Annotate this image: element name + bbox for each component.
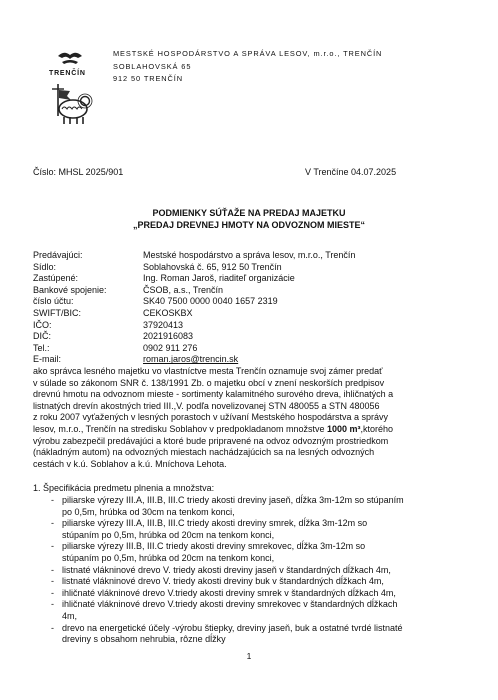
document-title: PODMIENKY SÚŤAŽE NA PREDAJ MAJETKU: [152, 208, 346, 218]
detail-value: 37920413: [143, 319, 184, 330]
detail-value: Soblahovská č. 65, 912 50 Trenčín: [143, 261, 282, 272]
email-link[interactable]: roman.jaros@trencin.sk: [143, 354, 239, 365]
list-item-text: ihličnaté vlákninové drevo V.triedy akosti dreviny smrekovec v štandardných dĺžkach: [62, 599, 398, 610]
paragraph-line: výrobu zabezpečil predávajúci a ktoré bude pripravené na odvoz odvozným prostriedkom: [33, 435, 389, 446]
list-item-text: listnaté vlákninové drevo V. triedy akosti dreviny buk v štandardných dĺžkach 4m,: [62, 576, 384, 587]
address-street: SOBLAHOVSKÁ 65: [113, 62, 192, 71]
detail-key: SWIFT/BIC:: [33, 308, 81, 318]
paragraph-text: lesov, m.r.o., Trenčín na stredisku Soblahov v predpokladanom množstve: [33, 423, 325, 434]
logo: [40, 42, 100, 132]
list-item-text: piliarske výrezy III.B, III.C triedy akosti dreviny smrekovec, dĺžka 3m-12m so: [62, 541, 366, 552]
paragraph-line: ako správca lesného majetku vo vlastníctve mesta Trenčín oznamuje svoj zámer predať: [33, 366, 383, 376]
detail-key: Predávajúci:: [33, 250, 83, 260]
detail-value: Mestské hospodárstvo a správa lesov, m.r.o., Trenčín: [143, 250, 356, 260]
document-subtitle: „PREDAJ DREVNEJ HMOTY NA ODVOZNOM MIESTE“: [132, 220, 366, 230]
list-item-text: piliarske výrezy III.A, III.B, III.C triedy akosti dreviny smrek, dĺžka 3m-12m so: [62, 518, 368, 529]
detail-value: ČSOB, a.s., Trenčín: [143, 284, 224, 295]
paragraph-line: [33, 424, 473, 436]
detail-key: číslo účtu:: [33, 296, 74, 307]
address-city: 912 50 TRENČÍN: [113, 74, 183, 83]
specification-list: - piliarske výrezy III.A, III.B, III.C triedy akosti dreviny jaseň, dĺžka 3m-12m so stúpaním po 0,5m, hrúbka od 30cm na tenkom konci, - piliarske výrezy III.A, III.B, III.C triedy akosti dreviny smrek, dĺžka 3m-12m so stúpaním po 0,5m, hrúbka od 20cm na tenkom konci, - piliarske výrezy III.B, III.C triedy akosti dreviny smrekovec, dĺžka 3m-12m so stúpaním po 0,5m, hrúbka od 20cm na tenkom konci, - listnaté vlákninové drevo V. triedy akosti dreviny jaseň v štandardných dĺžkach 4m, - listnaté vlákninové drevo V. triedy akosti dreviny buk v štandardných dĺžkach 4m, - ihličnaté vlákninové drevo V.triedy akosti dreviny smrek v štandardných dĺžkach 4m, - ihličnaté vlákninové drevo V.triedy akosti dreviny smrekovec v štandardných dĺžkach 4m, - drevo na energetické účely -výrobu štiepky, dreviny jaseň, buk a ostatné tvrdé listnaté dreviny s obsahom nehrubia, rôzne dĺžky: [51, 495, 404, 645]
page-number: 1: [246, 651, 252, 661]
organization-name: MESTSKÉ HOSPODÁRSTVO A SPRÁVA LESOV, m.r.o., TRENČÍN: [113, 49, 383, 58]
list-item-text: stúpaním po 0,5m, hrúbka od 20cm na tenkom konci,: [62, 553, 275, 563]
list-item-text: drevo na energetické účely -výrobu štiepky, dreviny jaseň, buk a ostatné tvrdé listnaté: [62, 622, 403, 633]
list-item-text: ihličnaté vlákninové drevo V.triedy akosti dreviny smrek v štandardných dĺžkach 4m,: [62, 587, 396, 598]
paragraph-line: drevnú hmotu na odvoznom mieste - sortimenty kalamitného surového dreva, ihličnatých a: [33, 389, 394, 400]
paragraph-line: (nákladným autom) na odvozných miestach nachádzajúcich sa na lesných odvozných: [33, 447, 375, 458]
document-number: Číslo: MHSL 2025/901: [33, 167, 124, 177]
list-item-text: po 0,5m, hrúbka od 30cm na tenkom konci,: [62, 506, 235, 517]
detail-key: Sídlo:: [33, 261, 57, 272]
paragraph-line: z roku 2007 vyťažených v lesných porastoch v užívaní Mestského hospodárstva a správy: [33, 412, 389, 423]
list-item-text: 4m,: [62, 611, 78, 621]
detail-value: Ing. Roman Jaroš, riaditeľ organizácie: [143, 273, 295, 284]
detail-key: Zastúpené:: [33, 273, 79, 284]
detail-value: SK40 7500 0000 0040 1657 2319: [143, 296, 278, 307]
paragraph-line: v súlade so zákonom SNR č. 138/1991 Zb. o majetku obcí v znení neskorších predpisov: [33, 377, 385, 388]
paragraph-text: ,ktorého: [360, 423, 394, 434]
paragraph-line: listnatých drevín akostných tried III.,V. podľa novelizovanej STN 480055 a STN 480056: [33, 400, 380, 411]
paragraph-line: cestách v k.ú. Soblahov a k.ú. Mníchova Lehota.: [33, 458, 227, 469]
list-item-text: dreviny s obsahom nehrubia, rôzne dĺžky: [62, 634, 226, 645]
document-date: V Trenčíne 04.07.2025: [305, 167, 397, 177]
logo-city-name: TRENČÍN: [49, 70, 86, 77]
quantity-highlight: 1000 m³: [327, 423, 361, 434]
detail-value: CEKOSKBX: [143, 308, 193, 318]
organization-address: [113, 61, 191, 85]
detail-key: IČO:: [33, 319, 52, 330]
detail-key: DIČ:: [33, 331, 51, 342]
detail-key: E-mail:: [33, 354, 62, 365]
detail-value: 2021916083: [143, 331, 194, 342]
detail-key: Tel.:: [33, 342, 50, 353]
city-coat-of-arms-icon: [40, 42, 100, 132]
detail-value: 0902 911 276: [143, 342, 198, 353]
list-item-text: piliarske výrezy III.A, III.B, III.C triedy akosti dreviny jaseň, dĺžka 3m-12m so stúpaním: [62, 495, 404, 505]
list-item-text: listnaté vlákninové drevo V. triedy akosti dreviny jaseň v štandardných dĺžkach 4m,: [62, 564, 391, 575]
detail-key: Bankové spojenie:: [33, 284, 107, 295]
seller-details: [33, 250, 473, 370]
list-item-text: stúpaním po 0,5m, hrúbka od 20cm na tenkom konci,: [62, 529, 275, 540]
section-1-heading: 1. Špecifikácia predmetu plnenia a množstva:: [33, 483, 215, 493]
intro-paragraph: [33, 366, 473, 470]
